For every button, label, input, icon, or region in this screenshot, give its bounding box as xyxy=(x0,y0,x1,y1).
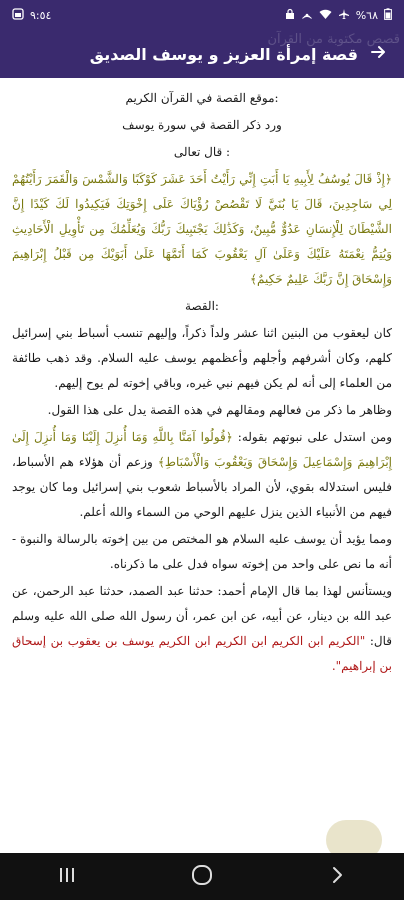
airplane-icon xyxy=(338,8,350,22)
status-right xyxy=(285,8,392,22)
status-left xyxy=(12,8,51,22)
page-title: قصة إمرأة العزيز و يوسف الصديق xyxy=(89,44,358,64)
status-bar xyxy=(0,0,404,30)
wifi-icon xyxy=(319,9,332,22)
paragraph-3-verse: ﴿قُولُوا آمَنَّا بِاللَّهِ وَمَا أُنزِلَ إِلَيْنَا وَمَا أُنزِلَ إِلَىٰ إِبْرَاهِيمَ وَإِسْمَاعِيلَ وَإِسْحَاقَ وَيَعْقُوبَ وَالْأَسْبَاطِ﴾ xyxy=(12,430,392,469)
system-nav-bar xyxy=(0,853,404,900)
story-content[interactable] xyxy=(0,78,404,830)
title-watermark: قصص مكتوبة من القرآن xyxy=(267,32,400,47)
paragraph-2: وظاهر ما ذكر من فعالهم ومقالهم في هذه القصة يدل على هذا القول. xyxy=(47,403,392,417)
verse-text: ﴿إِذْ قَالَ يُوسُفُ لِأَبِيهِ يَا أَبَتِ إِنِّي رَأَيْتُ أَحَدَ عَشَرَ كَوْكَبًا وَالشَّمْسَ وَالْقَمَرَ رَأَيْتُهُمْ لِي سَاجِدِينَ، قَالَ يَا بُنَيَّ لَا تَقْصُصْ رُؤْيَاكَ عَلَى إِخْوَتِكَ فَيَكِيدُوا لَكَ كَيْدًا إِنَّ الشَّيْطَانَ لِلْإِنسَانِ عَدُوٌّ مُّبِينٌ، وَكَذَٰلِكَ يَجْتَبِيكَ رَبُّكَ وَيُعَلِّمُكَ مِن تَأْوِيلِ الْأَحَادِيثِ وَيُتِمُّ نِعْمَتَهُ عَلَيْكَ وَعَلَىٰ آلِ يَعْقُوبَ كَمَا أَتَمَّهَا عَلَىٰ أَبَوَيْكَ مِن قَبْلُ إِبْرَاهِيمَ وَإِسْحَاقَ إِنَّ رَبَّكَ عَلِيمٌ حَكِيمٌ﴾ xyxy=(12,172,392,286)
paragraph-4: ومما يؤيد أن يوسف عليه السلام هو المختص من بين إخوته بالرسالة والنبوة - أنه ما نص على واحد من إخوته سواه فدل على ما ذكرناه. xyxy=(12,532,392,571)
lock-icon xyxy=(285,8,295,22)
recents-icon xyxy=(58,867,76,887)
paragraph-3-rest: وزعم أن هؤلاء هم الأسباط، فليس استدلاله بقوي، لأن المراد بالأسباط شعوب بني إسرائيل وما كان يوجد فيهم من الأنبياء الذين ينزل عليهم الوحي من السماء والله أعلم. xyxy=(12,455,392,519)
home-icon xyxy=(191,864,213,890)
clock-text: ٩:٥٤ xyxy=(30,8,52,22)
paragraph-5 xyxy=(12,579,392,679)
battery-icon xyxy=(384,8,392,22)
recents-button[interactable] xyxy=(37,857,97,897)
paragraph-3 xyxy=(12,425,392,525)
hotspot-icon xyxy=(301,8,313,22)
paragraph-3-intro: ومن استدل على نبوتهم بقوله: xyxy=(237,430,392,444)
location-text: ورد ذكر القصة في سورة يوسف xyxy=(122,118,282,132)
story-heading: :القصة xyxy=(185,299,219,313)
gallery-icon xyxy=(12,8,24,22)
home-button[interactable] xyxy=(172,857,232,897)
paragraph-5-intro: ويستأنس لهذا بما قال الإمام أحمد: حدثنا عبد الصمد، حدثنا عبد الرحمن، عن عبد الله بن دينار، عن أبيه، عن ابن عمر، أن رسول الله صلى الله عليه وسلم قال: xyxy=(12,584,392,648)
chevron-left-icon xyxy=(330,866,344,888)
paragraph-1: كان ليعقوب من البنين اثنا عشر ولداً ذكراً، وإليهم تنسب أسباط بني إسرائيل كلهم، وكان أشرفهم وأجلهم وأعظمهم يوسف عليه السلام. وقد ذهب طائفة من العلماء إلى أنه لم يكن فيهم نبي غيره، وباقي إخوته لم يوح إليهم. xyxy=(12,326,392,390)
quote-intro: : قال تعالى xyxy=(173,145,231,159)
back-nav-button[interactable] xyxy=(307,857,367,897)
battery-percent: %٦٨ xyxy=(355,8,378,22)
hadith-text: "الكريم ابن الكريم ابن الكريم ابن الكريم يوسف بن يعقوب بن إسحاق بن إبراهيم". xyxy=(12,634,392,673)
location-label: :موقع القصة في القرآن الكريم xyxy=(125,91,279,105)
